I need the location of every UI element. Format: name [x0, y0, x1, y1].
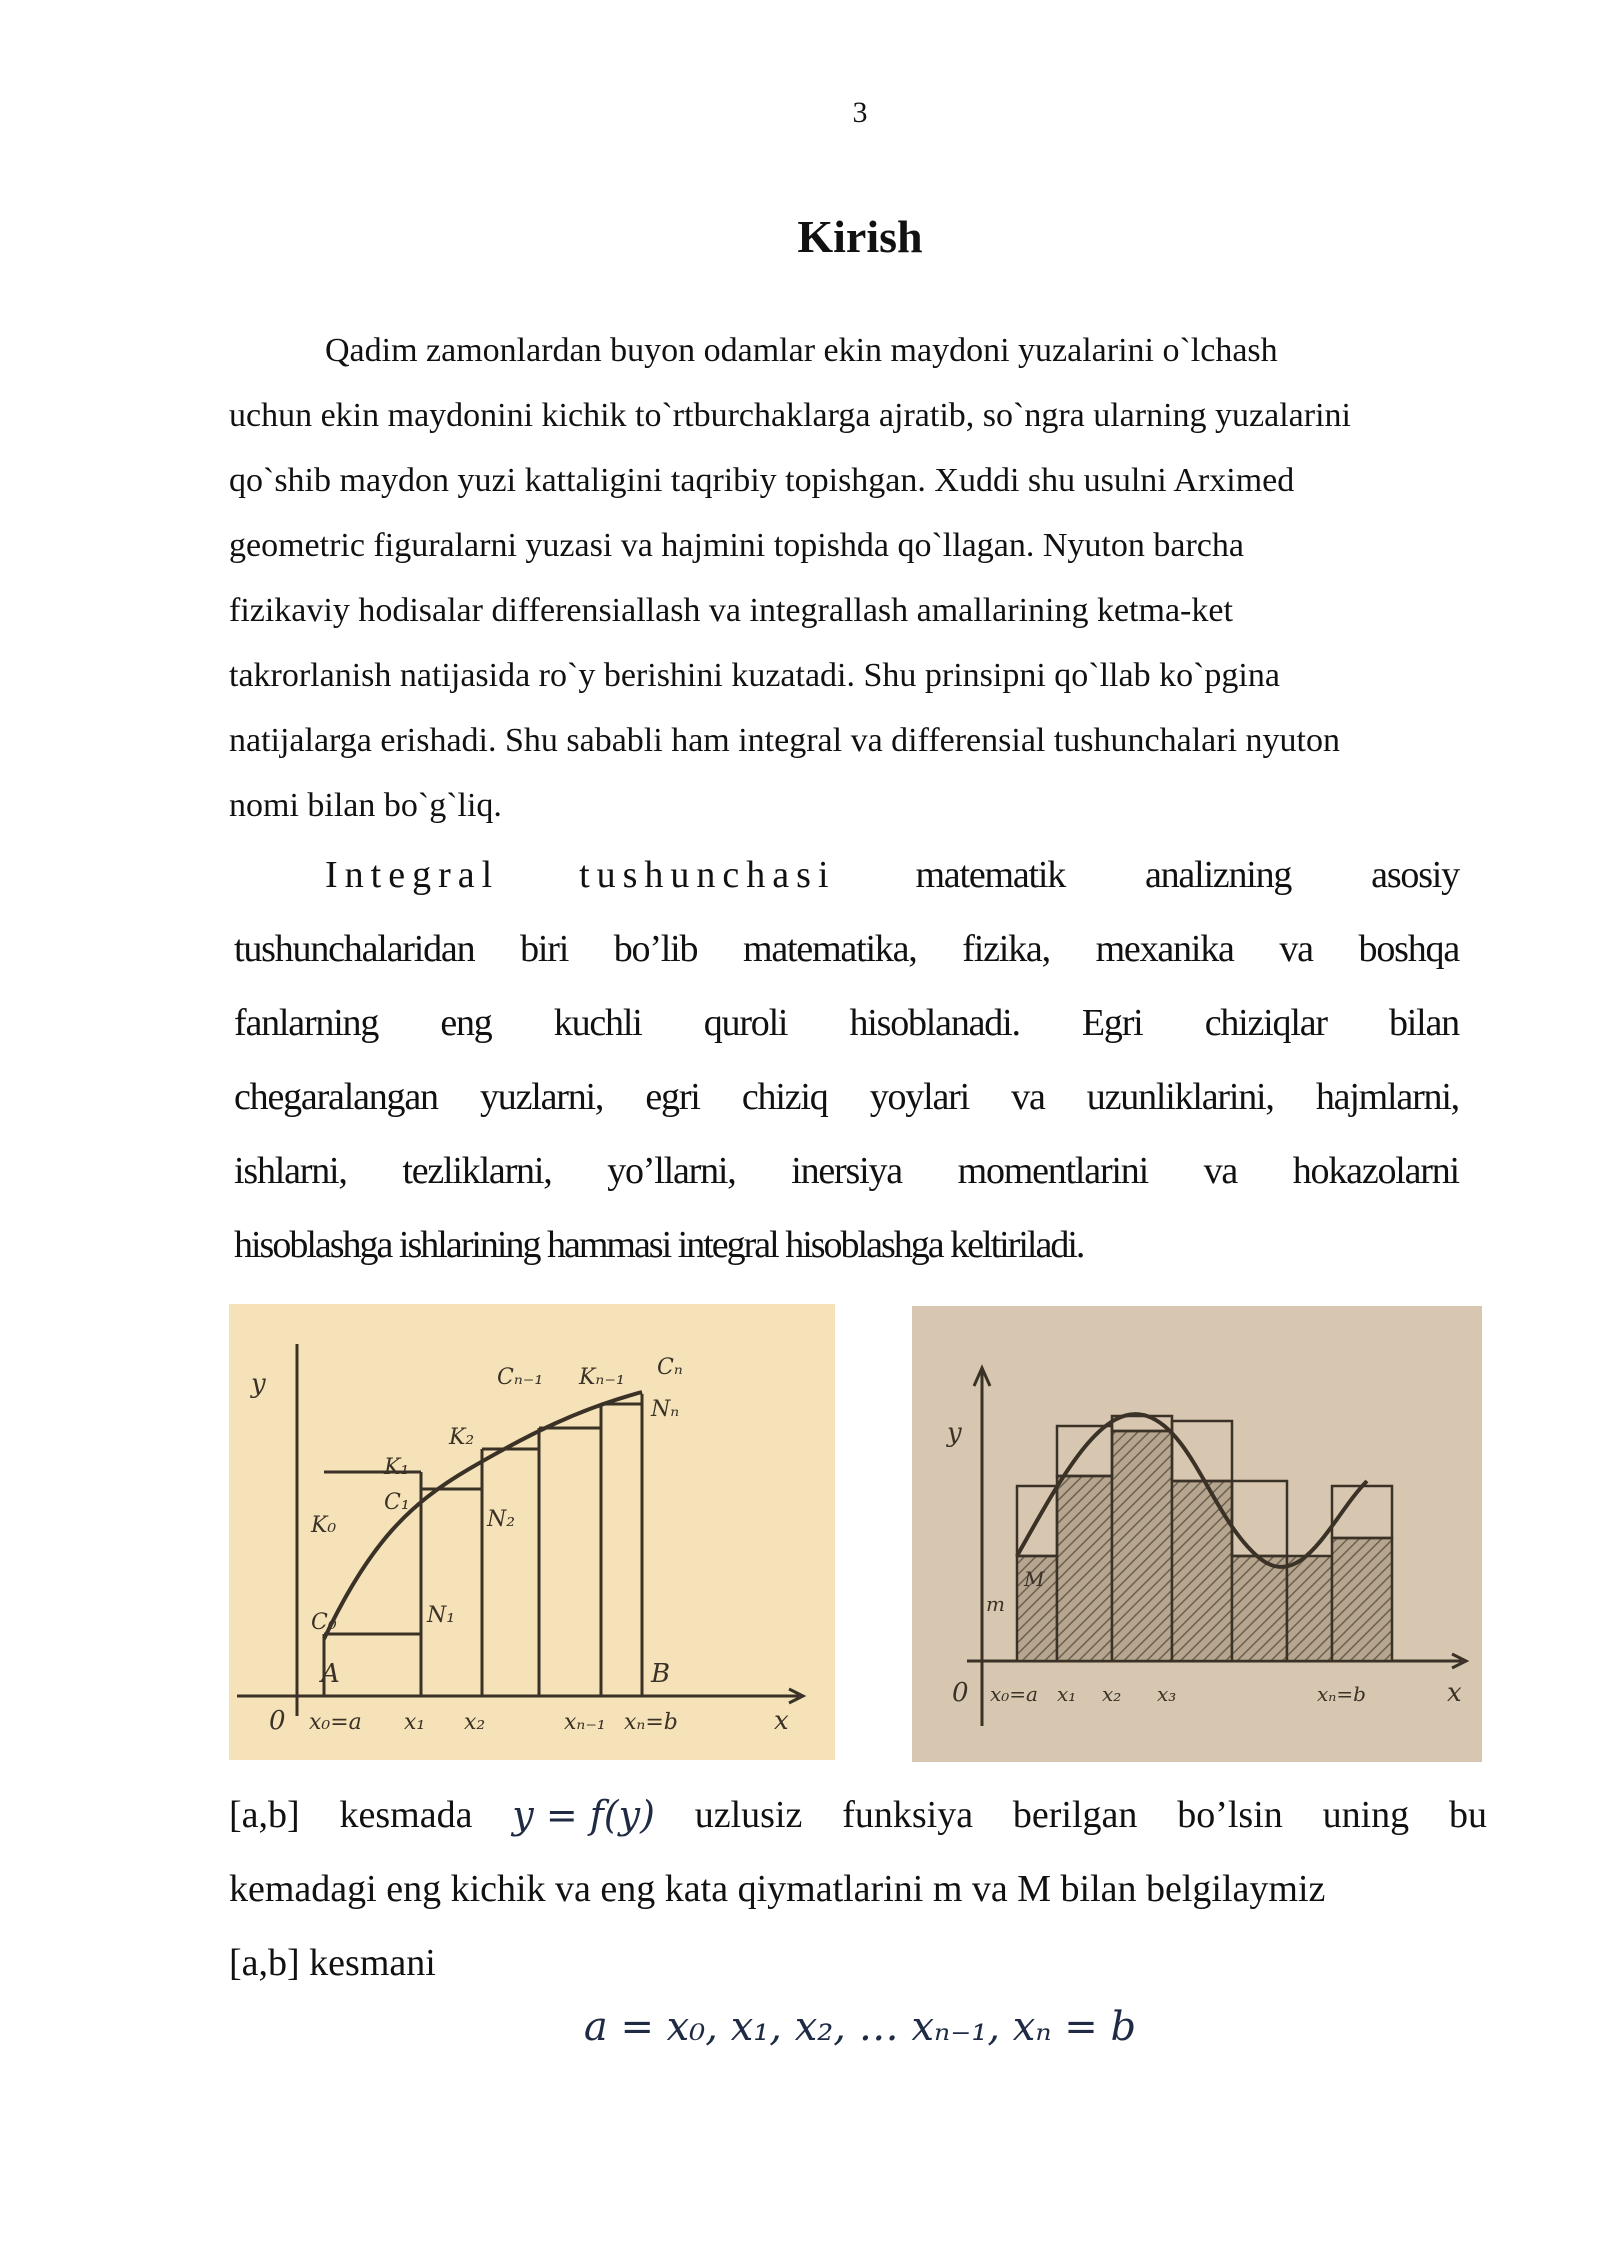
word: Egri [1081, 1002, 1143, 1044]
point-label: m [986, 1592, 1005, 1616]
word: uning [1322, 1794, 1410, 1836]
figure-2-drawing [912, 1306, 1482, 1762]
tick-label: x₃ [1157, 1682, 1177, 1706]
text-line: fizikaviy hodisalar differensiallash va integrallash amallarining ketma-ket [229, 592, 1233, 629]
tick-label: x₀=a [309, 1710, 362, 1735]
word: mexanika [1095, 928, 1234, 970]
definition-paragraph [229, 1778, 1487, 2000]
page-number: 3 [852, 96, 868, 129]
spaced-term: Integral [325, 854, 500, 896]
word: quroli [703, 1002, 788, 1044]
word: bo’lsin [1177, 1794, 1283, 1836]
text-line [234, 986, 1459, 1060]
word: chegaralangan [234, 1076, 438, 1118]
word: matematika, [743, 928, 917, 970]
tick-label: x₂ [1102, 1682, 1122, 1706]
word: chiziq [741, 1076, 828, 1118]
text-line: nomi bilan bo`g`liq. [229, 787, 502, 824]
point-label: C₀ [311, 1610, 337, 1635]
tick-label: x₂ [464, 1710, 486, 1735]
word: yuzlarni, [480, 1076, 604, 1118]
tick-label: xₙ=b [624, 1710, 678, 1735]
tick-label: x₁ [1057, 1682, 1077, 1706]
axis-label-x: x [1447, 1678, 1462, 1708]
word: tushunchalaridan [234, 928, 475, 970]
word: biri [520, 928, 569, 970]
word: matematik [915, 854, 1066, 896]
text-line: Qadim zamonlardan buyon odamlar ekin maydoni yuzalarini o`lchash [325, 332, 1278, 369]
tick-label: x₁ [404, 1710, 426, 1735]
point-label: K₁ [384, 1455, 410, 1480]
word: [a,b] [229, 1794, 300, 1836]
axis-label-y: y [947, 1418, 962, 1448]
point-label: A [321, 1659, 340, 1689]
word: bu [1448, 1794, 1487, 1836]
word: uzunliklarini, [1086, 1076, 1274, 1118]
word: kuchli [553, 1002, 642, 1044]
point-label: K₀ [311, 1513, 337, 1538]
word: chiziqlar [1204, 1002, 1327, 1044]
word: hokazolarni [1292, 1150, 1459, 1192]
word: va [1279, 928, 1313, 970]
word: momentlarini [957, 1150, 1148, 1192]
word: fizika, [962, 928, 1050, 970]
word: bo’lib [613, 928, 698, 970]
tick-label: xₙ=b [1317, 1682, 1366, 1706]
text-line: hisoblashga ishlarining hammasi integral hisoblashga keltiriladi. [234, 1224, 1084, 1266]
word: asosiy [1371, 854, 1459, 896]
text-line: qo`shib maydon yuzi kattaligini taqribiy topishgan. Xuddi shu usulni Arximed [229, 462, 1295, 499]
word: hisoblanadi. [849, 1002, 1020, 1044]
text-line [234, 912, 1459, 986]
integral-paragraph [234, 838, 1459, 1282]
text-line: geometric figuralarni yuzasi va hajmini topishda qo`llagan. Nyuton barcha [229, 527, 1244, 564]
point-label: M [1024, 1567, 1045, 1591]
word: kesmada [339, 1794, 473, 1836]
text-line [234, 838, 1459, 912]
point-label: B [651, 1659, 671, 1689]
text-line: uchun ekin maydonini kichik to`rtburchaklarga ajratib, so`ngra ularning yuzalarini [229, 397, 1351, 434]
text-line: [a,b] kesmani [229, 1942, 436, 1984]
word: boshqa [1358, 928, 1459, 970]
inline-formula: y = f(y) [512, 1793, 655, 1837]
word: yo’llarni, [607, 1150, 736, 1192]
word: berilgan [1012, 1794, 1138, 1836]
word: bilan [1388, 1002, 1459, 1044]
word: va [1203, 1150, 1238, 1192]
point-label: Cₙ₋₁ [497, 1365, 544, 1390]
word: ishlarni, [234, 1150, 347, 1192]
intro-paragraph [229, 318, 1479, 838]
word: va [1011, 1076, 1045, 1118]
word: fanlarning [234, 1002, 379, 1044]
point-label: C₁ [384, 1490, 410, 1515]
word: analizning [1144, 854, 1292, 896]
riemann-sum-figure-1 [229, 1304, 835, 1760]
point-label: N₁ [427, 1603, 456, 1628]
text-line [229, 1778, 1487, 1852]
text-line [234, 1060, 1459, 1134]
tick-label: xₙ₋₁ [564, 1710, 606, 1735]
text-line: kemadagi eng kichik va eng kata qiymatlarini m va M bilan belgilaymiz [229, 1868, 1326, 1910]
word: hajmlarni, [1315, 1076, 1459, 1118]
text-line [234, 1134, 1459, 1208]
word: tezliklarni, [402, 1150, 552, 1192]
word: funksiya [842, 1794, 974, 1836]
text-line: takrorlanish natijasida ro`y berishini kuzatadi. Shu prinsipni qo`llab ko`pgina [229, 657, 1280, 694]
point-label: N₂ [487, 1507, 516, 1532]
point-label: Nₙ [651, 1397, 680, 1422]
word: yoylari [869, 1076, 969, 1118]
word: inersiya [791, 1150, 902, 1192]
partition-formula: a = x₀, x₁, x₂, … xₙ₋₁, xₙ = b [583, 2004, 1137, 2050]
figure-1-drawing [229, 1304, 835, 1760]
point-label: K₂ [449, 1425, 475, 1450]
text-line: natijalarga erishadi. Shu sababli ham integral va differensial tushunchalari nyuton [229, 722, 1340, 759]
origin-label: 0 [269, 1706, 286, 1736]
point-label: Cₙ [657, 1355, 683, 1380]
word: uzlusiz [694, 1794, 803, 1836]
word: egri [645, 1076, 700, 1118]
word: eng [440, 1002, 492, 1044]
origin-label: 0 [952, 1678, 969, 1708]
point-label: Kₙ₋₁ [579, 1365, 625, 1390]
axis-label-y: y [251, 1369, 266, 1399]
axis-label-x: x [774, 1706, 789, 1736]
spaced-term: tushunchasi [579, 854, 836, 896]
riemann-sum-figure-2 [912, 1306, 1482, 1762]
tick-label: x₀=a [990, 1682, 1038, 1706]
page-title: Kirish [797, 211, 923, 262]
